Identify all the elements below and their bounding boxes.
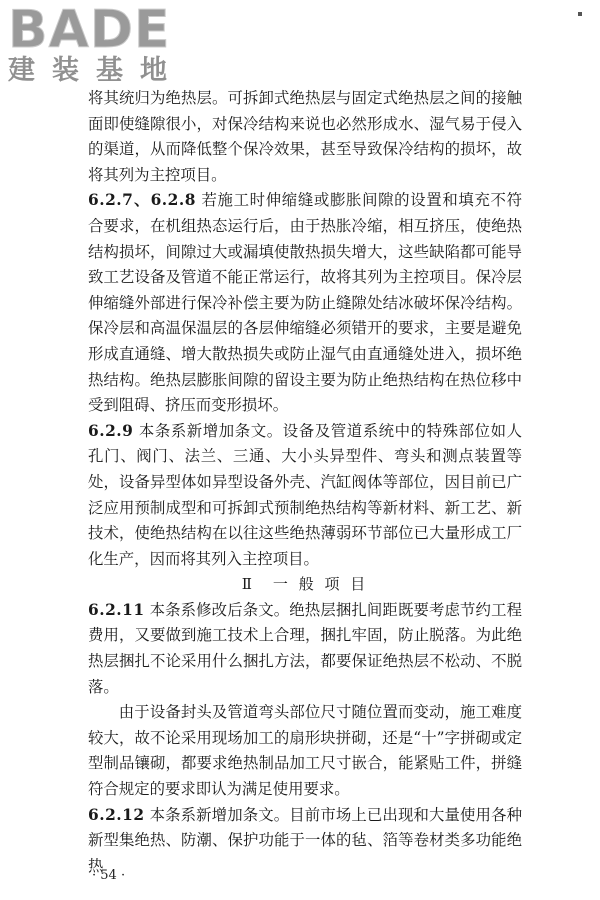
logo-subtitle-text: 建装基地 <box>8 55 184 86</box>
clause-number: 6.2.11 <box>88 600 145 619</box>
paragraph-text: 本条系新增加条文。目前市场上已出现和大量使用各种新型集绝热、防潮、保护功能于一体的毡、箔等卷材类多功能绝热 <box>88 805 522 875</box>
paragraph-continuation <box>88 86 522 188</box>
section-subheading: Ⅱ 一 般 项 目 <box>241 575 369 594</box>
clause-6-2-9 <box>88 419 522 573</box>
paragraph-text: 若施工时伸缩缝或膨胀间隙的设置和填充不符合要求，在机组热态运行后，由于热胀冷缩，相互挤压，使绝热结构损坏，间隙过大或漏填使散热损失增大，这些缺陷都可能导致工艺设备及管道不能正常运行，故将其列为主控项目。保冷层伸缩缝外部进行保冷补偿主要为防止缝隙处结冰破坏保冷结构。保冷层和高温保温层的各层伸缩缝必须错开的要求，主要是避免形成直通缝、增大散热损失或防止湿气由直通缝处进入，损坏绝热结构。绝热层膨胀间隙的留设主要为防止绝热结构在热位移中受到阻碍、挤压而变形损坏。 <box>88 191 522 415</box>
clause-number: 6.2.7、6.2.8 <box>88 191 196 210</box>
clause-6-2-11 <box>88 598 522 700</box>
logo-brand-text: BADE <box>8 0 171 60</box>
paragraph-text: 由于设备封头及管道弯头部位尺寸随位置而变动，施工难度较大，故不论采用现场加工的扇形块拼砌，还是“十”字拼砌或定型制品镶砌，都要求绝热制品加工尺寸嵌合，能紧贴工件，拼缝符合规定的要求即认为满足使用要求。 <box>88 703 522 799</box>
paragraph-text: 本条系新增加条文。设备及管道系统中的特殊部位如人孔门、阀门、法兰、三通、大小头异型件、弯头和测点装置等处，设备异型体如异型设备外壳、汽缸阀体等部位，因目前已广泛应用预制成型和可拆卸式预制绝热结构等新材料、新工艺、新技术，使绝热结构在以往这些绝热薄弱环节部位已大量形成工厂化生产，因而将其列入主控项目。 <box>88 421 522 568</box>
clause-number: 6.2.12 <box>88 805 145 824</box>
clause-6-2-12 <box>88 803 522 880</box>
corner-mark <box>578 12 582 16</box>
paragraph-text: 本条系修改后条文。绝热层捆扎间距既要考虑节约工程费用，又要做到施工技术上合理，捆扎牢固，防止脱落。为此绝热层捆扎不论采用什么捆扎方法，都要保证绝热层不松动、不脱落。 <box>88 600 522 696</box>
page-number: · 54 · <box>92 868 126 883</box>
paragraph-indented <box>88 700 522 802</box>
clause-6-2-7-6-2-8 <box>88 188 522 418</box>
document-body <box>88 86 522 879</box>
clause-number: 6.2.9 <box>88 421 134 440</box>
bade-logo <box>8 2 184 86</box>
paragraph-text: 将其统归为绝热层。可拆卸式绝热层与固定式绝热层之间的接触面即使缝隙很小，对保冷结构来说也必然形成水、湿气易于侵入的渠道，从而降低整个保冷效果，甚至导致保冷结构的损坏，故将其列为主控项目。 <box>88 89 522 184</box>
